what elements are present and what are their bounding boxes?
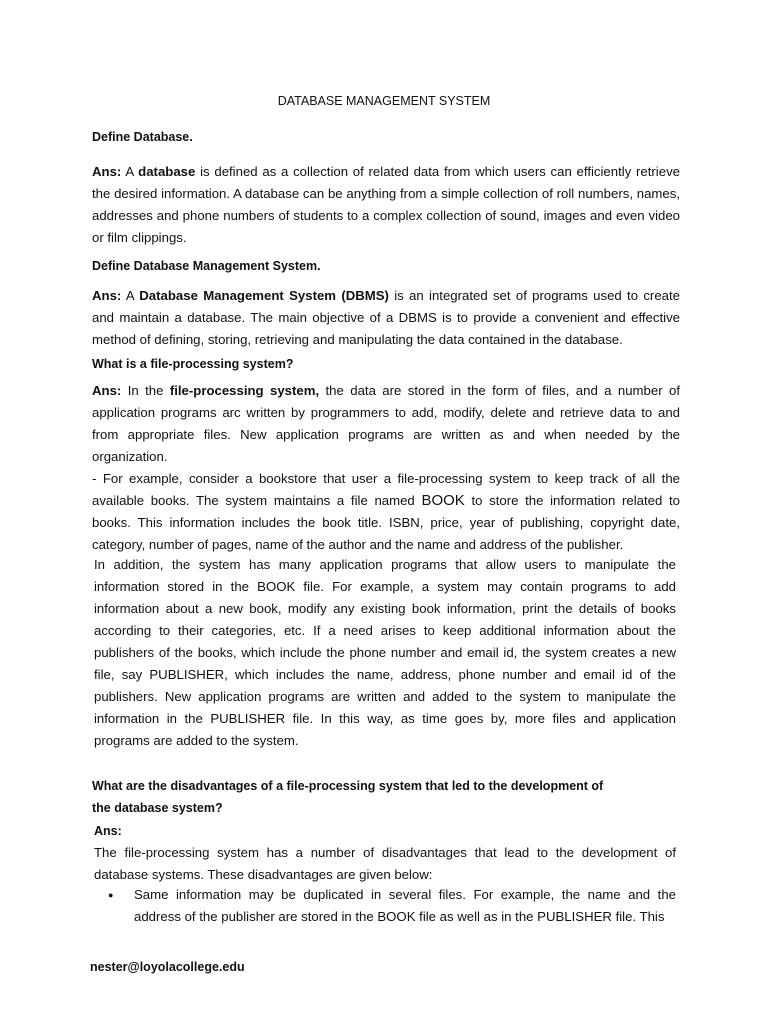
example-text: - For example, consider a bookstore that user a file-processing system to keep track of all the available books. The system maintains a file named	[92, 471, 680, 508]
answer-text: the data are stored in the form of files, and a number of application programs arc written by programmers to add, modify, delete and retrieve data to and from appropriate files. New application programs are written as and when needed by the organization.	[92, 383, 680, 464]
question-line: What are the disadvantages of a file-processing system that led to the development of	[92, 779, 604, 793]
question-disadvantages	[92, 775, 603, 819]
example-text: to store the information related to books. This information includes the book title. ISBN, price, year of publishing, copyright date, category, number of pages, name of the author and the name and address of the publisher.	[92, 493, 680, 552]
book-file-name: BOOK	[421, 492, 465, 509]
footer-email: nester@loyolacollege.edu	[90, 960, 245, 974]
page-title: DATABASE MANAGEMENT SYSTEM	[277, 94, 491, 108]
term-file-processing: file-processing system,	[169, 383, 320, 398]
disadvantages-list	[108, 884, 676, 928]
paragraph-application-programs: In addition, the system has many application programs that allow users to manipulate the information stored in the BOOK file. For example, a system may contain programs to add information about a new book, modify any existing book information, print the details of books according to their categories, etc. If a need arises to keep additional information about the publishers of the books, which include the phone number and email id, the system creates a new file, say PUBLISHER, which includes the name, address, phone number and email id of the publishers. New application programs are written and added to the system to manipulate the information in the PUBLISHER file. In this way, as time goes by, more files and application programs are added to the system.	[94, 557, 676, 748]
answer-text: A	[125, 164, 134, 179]
question-define-dbms: Define Database Management System.	[92, 259, 321, 273]
answer-file-processing	[92, 380, 680, 468]
answer-define-dbms	[92, 285, 680, 351]
answer-text: A	[125, 288, 134, 303]
term-dbms: Database Management System (DBMS)	[139, 288, 389, 303]
ans-label: Ans:	[92, 383, 122, 398]
disadvantages-intro: The file-processing system has a number of disadvantages that lead to the development of database systems. These disadvantages are given below:	[94, 845, 676, 882]
list-item: ● Same information may be duplicated in several files. For example, the name and the address of the publisher are stored in the BOOK file as well as in the PUBLISHER file. This	[108, 884, 676, 928]
answer-text: is an integrated set of programs used to create and maintain a database. The main objective of a DBMS is to provide a convenient and effective method of defining, storing, retrieving and manipulating the data contained in the database.	[92, 288, 680, 347]
term-database: database	[138, 164, 196, 179]
example-bookstore	[92, 468, 680, 556]
ans-label: Ans:	[92, 288, 122, 303]
ans-label: Ans:	[94, 824, 122, 838]
answer-text: is defined as a collection of related data from which users can efficiently retrieve the desired information. A database can be anything from a simple collection of roll numbers, names, addresses and phone numbers of students to a complex collection of sound, images and even video or film clippings.	[92, 164, 680, 245]
question-define-database: Define Database.	[92, 130, 193, 144]
question-line: the database system?	[92, 801, 223, 815]
answer-define-database	[92, 161, 680, 249]
answer-text: In the	[127, 383, 164, 398]
ans-label: Ans:	[92, 164, 122, 179]
question-file-processing: What is a file-processing system?	[92, 357, 294, 371]
